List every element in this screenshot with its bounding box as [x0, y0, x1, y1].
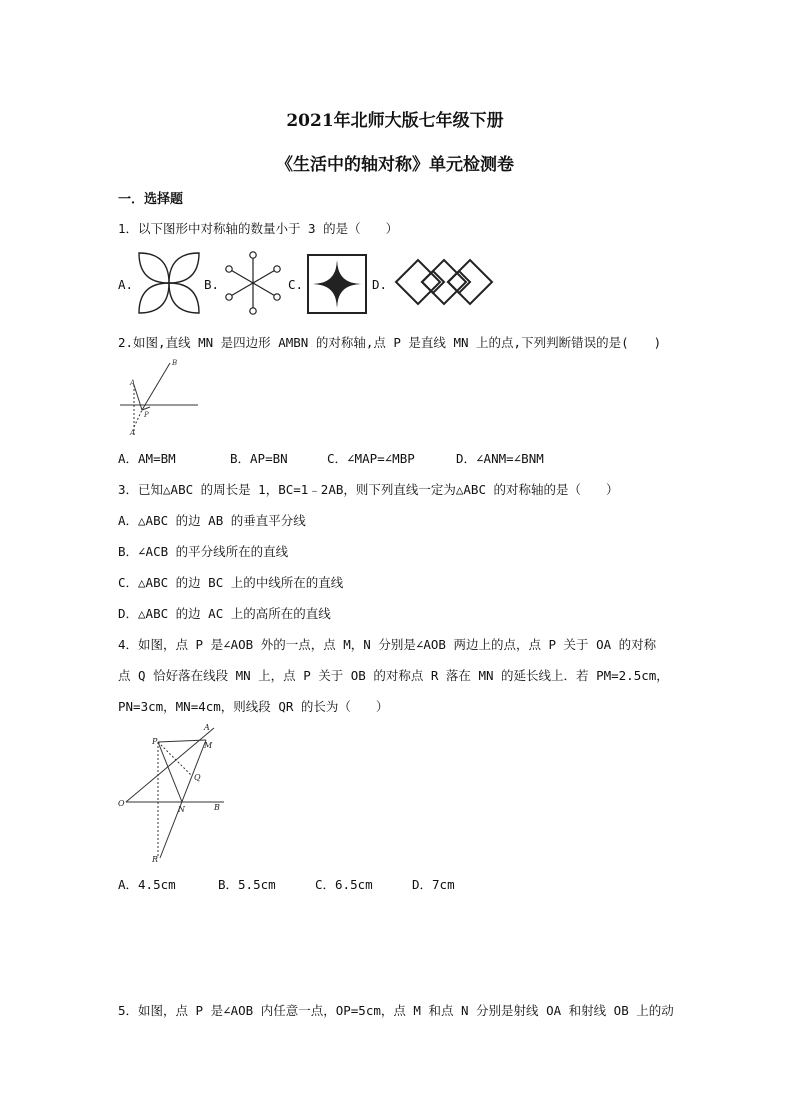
question-1-stem: 1．以下图形中对称轴的数量小于 3 的是（ ） [118, 221, 399, 236]
q4-label-o: O [118, 799, 125, 808]
q1-figure-b-snowflake [220, 250, 286, 316]
q4-figure [114, 720, 234, 866]
question-4-stem-line-3: PN=3cm，MN=4cm，则线段 QR 的长为（ ） [118, 699, 389, 714]
q1-option-c-label: C. [288, 277, 304, 292]
q4-option-d: D．7cm [412, 877, 455, 892]
q1-figure-a-four-petal [136, 250, 202, 316]
document-subtitle: 《生活中的轴对称》单元检测卷 [276, 155, 514, 175]
q4-label-q: Q [194, 773, 201, 782]
q3-option-d: D．△ABC 的边 AC 上的高所在的直线 [118, 606, 331, 621]
q2-option-c: C．∠MAP=∠MBP [327, 451, 415, 466]
q2-label-a: A [130, 379, 136, 387]
question-2-stem: 2.如图,直线 MN 是四边形 AMBN 的对称轴,点 P 是直线 MN 上的点,下列判断错误的是( ) [118, 335, 662, 350]
q1-option-d-label: D. [372, 277, 388, 292]
q1-figure-c-star-in-square [306, 253, 368, 315]
q4-label-a: A [204, 723, 210, 732]
q1-figure-d-interlocked-diamonds [392, 256, 502, 308]
q2-option-b: B．AP=BN [230, 451, 288, 466]
q4-label-m: M [204, 741, 213, 750]
q1-option-a-label: A. [118, 277, 134, 292]
q4-label-b: B [214, 803, 220, 812]
question-3-stem: 3．已知△ABC 的周长是 1，BC=1﹣2AB，则下列直线一定为△ABC 的对称轴的是（ ） [118, 482, 619, 497]
q2-label-b: B [172, 359, 178, 367]
q1-option-b-label: B. [204, 277, 220, 292]
q4-label-r: R [152, 855, 159, 864]
q2-figure [118, 355, 202, 439]
question-4-stem-line-2: 点 Q 恰好落在线段 MN 上，点 P 关于 OB 的对称点 R 落在 MN 的延长线上．若 PM=2.5cm， [118, 668, 669, 683]
document-title: 2021年北师大版七年级下册 [286, 111, 504, 131]
q4-option-a: A．4.5cm [118, 877, 176, 892]
question-5-stem: 5．如图，点 P 是∠AOB 内任意一点，OP=5cm，点 M 和点 N 分别是射线 OA 和射线 OB 上的动 [118, 1003, 674, 1018]
q4-label-n: N [178, 805, 185, 814]
q2-option-d: D．∠ANM=∠BNM [456, 451, 544, 466]
q4-option-c: C．6.5cm [315, 877, 373, 892]
q2-option-a: A．AM=BM [118, 451, 176, 466]
q4-option-b: B．5.5cm [218, 877, 276, 892]
q2-label-p: P [144, 411, 149, 419]
q3-option-b: B．∠ACB 的平分线所在的直线 [118, 544, 289, 559]
q3-option-a: A．△ABC 的边 AB 的垂直平分线 [118, 513, 306, 528]
section-heading: 一．选择题 [118, 192, 184, 207]
q3-option-c: C．△ABC 的边 BC 上的中线所在的直线 [118, 575, 344, 590]
q4-label-p: P [152, 737, 158, 746]
q2-label-a-reflected: A [130, 429, 136, 437]
question-4-stem-line-1: 4．如图，点 P 是∠AOB 外的一点，点 M，N 分别是∠AOB 两边上的点，点 P 关于 OA 的对称 [118, 637, 657, 652]
